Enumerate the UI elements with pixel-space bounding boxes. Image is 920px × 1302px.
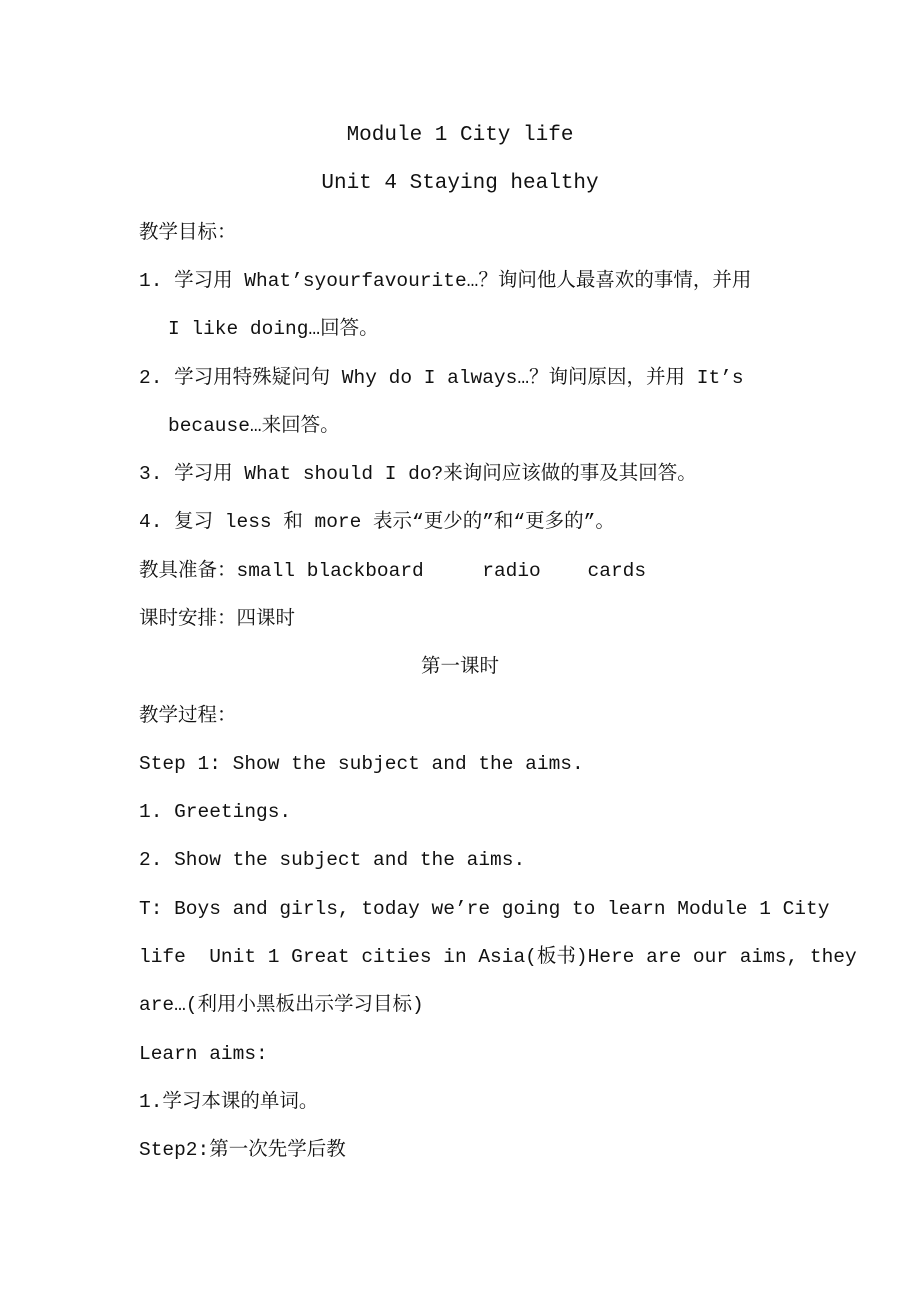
document-title: Module 1 City life — [346, 124, 574, 147]
learn-aim-1: 1.学习本课的单词。 — [139, 1091, 319, 1113]
teacher-line-2: life Unit 1 Great cities in Asia(板书)Here are our aims, they — [139, 946, 857, 968]
objectives-heading: 教学目标： — [139, 222, 237, 244]
process-heading: 教学过程： — [139, 705, 237, 727]
teaching-aids: 教具准备：small blackboard radio cards — [139, 560, 647, 582]
objective-1-line-1: 1. 学习用 What’syourfavourite…？询问他人最喜欢的事情，并用 — [139, 270, 752, 292]
teacher-line-1: T: Boys and girls, today we’re going to learn Module 1 City — [139, 898, 830, 920]
objective-4: 4. 复习 less 和 more 表示“更少的”和“更多的”。 — [139, 511, 615, 533]
learn-aims-heading: Learn aims: — [139, 1043, 268, 1065]
objective-2-line-1: 2. 学习用特殊疑问句 Why do I always…？询问原因，并用 It’s — [139, 367, 744, 389]
objective-3: 3. 学习用 What should I do?来询问应该做的事及其回答。 — [139, 463, 697, 485]
document-subtitle: Unit 4 Staying healthy — [321, 172, 599, 195]
step-1-item-2: 2. Show the subject and the aims. — [139, 849, 526, 871]
step-1-item-1: 1. Greetings. — [139, 801, 292, 823]
objective-1-line-2: I like doing…回答。 — [168, 318, 379, 340]
teacher-line-3: are…(利用小黑板出示学习目标) — [139, 994, 424, 1016]
schedule: 课时安排：四课时 — [139, 608, 296, 630]
lesson-heading: 第一课时 — [420, 656, 499, 678]
objective-2-line-2: because…来回答。 — [168, 415, 340, 437]
step-1: Step 1: Show the subject and the aims. — [139, 753, 584, 775]
step-2: Step2:第一次先学后教 — [139, 1139, 346, 1161]
